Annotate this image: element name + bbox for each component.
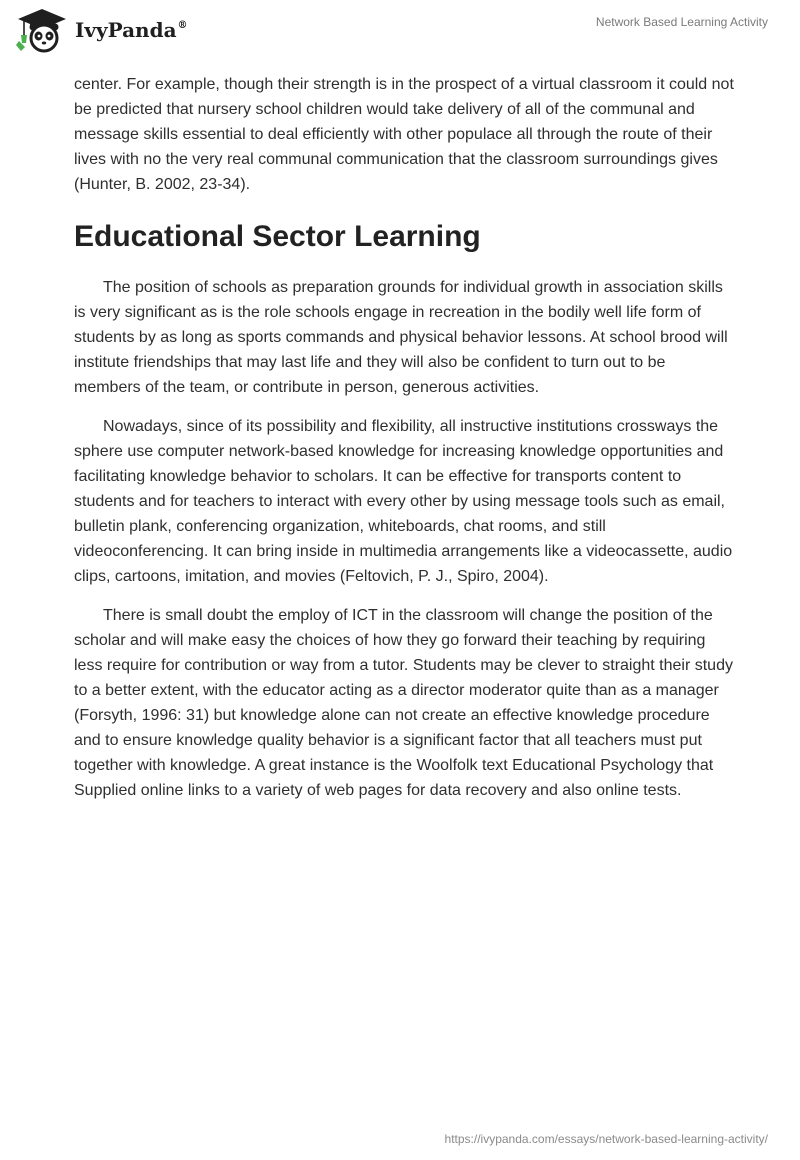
ivypanda-logo[interactable]: [14, 7, 188, 53]
panda-graduation-cap-icon: [14, 7, 70, 53]
page-header: [0, 0, 800, 70]
brand-name: IvyPanda®: [75, 17, 188, 42]
section-heading: Educational Sector Learning: [74, 220, 481, 253]
body-paragraph: There is small doubt the employ of ICT in the classroom will change the position of the scholar and will make easy the choices of how they go forward their teaching by requiring less require for contribution or way from a tutor. Students may be clever to straight their study to a better extent, with the educator acting as a director moderator quite than as a manager (Forsyth, 1996: 31) but knowledge alone can not create an effective knowledge procedure and to ensure knowledge quality behavior is a significant factor that all teachers must put together with knowledge. A great instance is the Woolfolk text Educational Psychology that Supplied online links to a variety of web pages for data recovery and also online tests.: [74, 607, 733, 799]
document-title: Network Based Learning Activity: [595, 15, 768, 29]
body-paragraph: Nowadays, since of its possibility and flexibility, all instructive institutions crossways the sphere use computer network-based knowledge for increasing knowledge opportunities and facilitating knowledge behavior to scholars. It can be effective for transports content to students and for teachers to interact with every other by using message tools such as email, bulletin plank, conferencing organization, whiteboards, chat rooms, and still videoconferencing. It can bring inside in multimedia arrangements like a videocassette, audio clips, cartoons, imitation, and movies (Feltovich, P. J., Spiro, 2004).: [74, 418, 733, 585]
article-body: [74, 72, 734, 817]
footer-source-url[interactable]: https://ivypanda.com/essays/network-based-learning-activity/: [444, 1132, 768, 1146]
intro-paragraph: center. For example, though their strength is in the prospect of a virtual classroom it could not be predicted that nursery school children would take delivery of all of the communal and message skills essential to deal efficiently with other populace all through the route of their lives with no the very real communal communication that the classroom surroundings gives (Hunter, B. 2002, 23-34).: [74, 76, 734, 193]
registered-mark: ®: [177, 19, 188, 31]
body-paragraph: The position of schools as preparation grounds for individual growth in association skills is very significant as is the role schools engage in recreation in the bodily well life form of students by as long as sports commands and physical behavior lessons. At school brood will institute friendships that may last life and they will also be confident to turn out to be members of the team, or contribute in person, generous activities.: [74, 279, 728, 396]
